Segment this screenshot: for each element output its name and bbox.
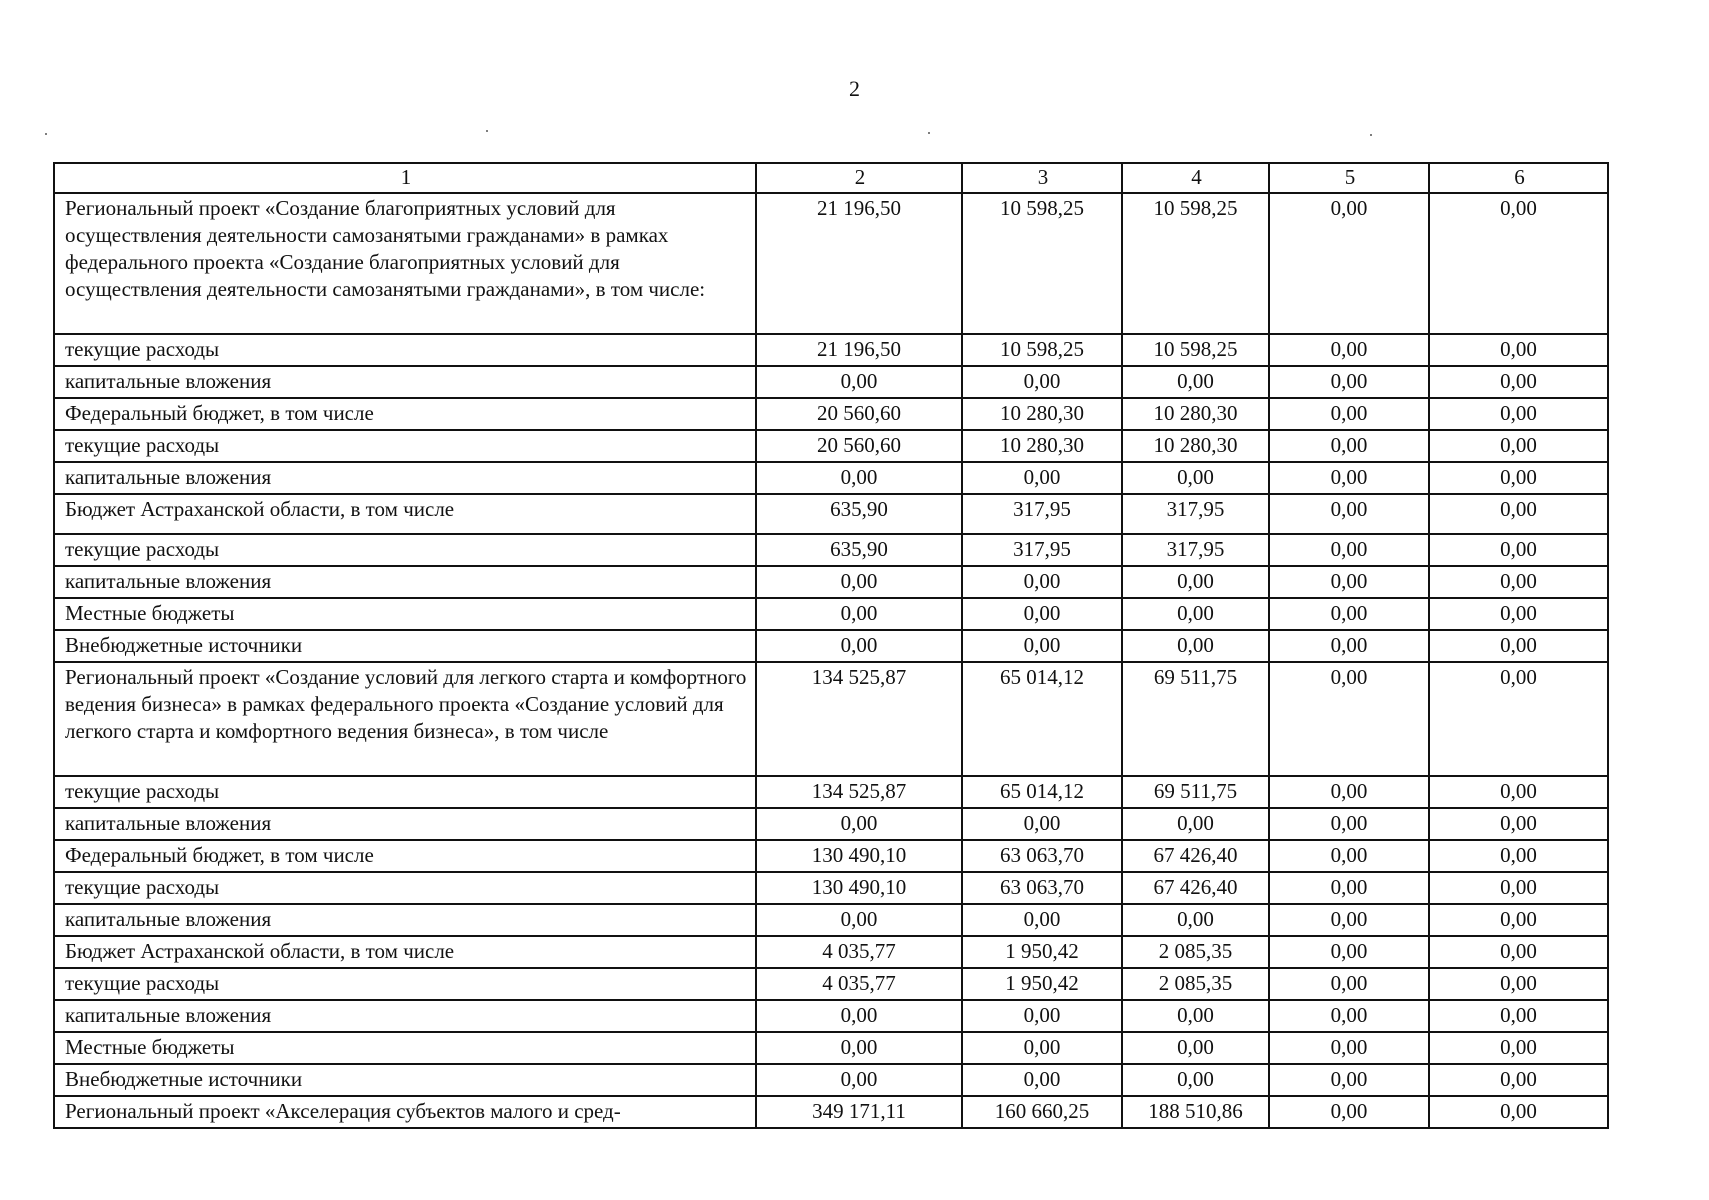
table-row [54, 398, 1608, 430]
table-row [54, 1096, 1608, 1128]
table-row [54, 366, 1608, 398]
row-value: 21 196,50 [756, 193, 962, 334]
row-value: 0,00 [1269, 462, 1429, 494]
row-value: 65 014,12 [962, 662, 1122, 776]
row-value: 10 280,30 [1122, 430, 1269, 462]
row-value: 0,00 [1429, 534, 1608, 566]
table-row [54, 662, 1608, 776]
row-label: Бюджет Астраханской области, в том числе [54, 494, 756, 534]
row-label: капитальные вложения [54, 1000, 756, 1032]
row-value: 10 280,30 [962, 398, 1122, 430]
table-row [54, 462, 1608, 494]
row-label: текущие расходы [54, 534, 756, 566]
row-value: 0,00 [1269, 1000, 1429, 1032]
row-value: 4 035,77 [756, 968, 962, 1000]
row-value: 0,00 [1429, 566, 1608, 598]
row-label: Внебюджетные источники [54, 1064, 756, 1096]
row-value: 65 014,12 [962, 776, 1122, 808]
row-value: 0,00 [1429, 193, 1608, 334]
row-value: 0,00 [1122, 366, 1269, 398]
row-label: текущие расходы [54, 968, 756, 1000]
row-value: 635,90 [756, 494, 962, 534]
row-value: 0,00 [1429, 936, 1608, 968]
row-value: 20 560,60 [756, 398, 962, 430]
row-value: 0,00 [962, 598, 1122, 630]
row-value: 0,00 [1429, 1000, 1608, 1032]
row-value: 0,00 [1429, 430, 1608, 462]
row-value: 160 660,25 [962, 1096, 1122, 1128]
scan-speck [1370, 134, 1372, 136]
row-value: 21 196,50 [756, 334, 962, 366]
row-value: 0,00 [962, 630, 1122, 662]
row-label: Федеральный бюджет, в том числе [54, 398, 756, 430]
row-value: 0,00 [1429, 630, 1608, 662]
row-value: 0,00 [1269, 662, 1429, 776]
row-value: 0,00 [1269, 1096, 1429, 1128]
row-value: 0,00 [1122, 808, 1269, 840]
table-row [54, 1064, 1608, 1096]
row-value: 0,00 [1122, 566, 1269, 598]
row-value: 0,00 [1429, 662, 1608, 776]
row-value: 0,00 [756, 462, 962, 494]
table-row [54, 936, 1608, 968]
row-value: 0,00 [1269, 430, 1429, 462]
row-value: 10 598,25 [1122, 334, 1269, 366]
table-row [54, 334, 1608, 366]
row-value: 0,00 [1429, 494, 1608, 534]
row-value: 0,00 [1269, 598, 1429, 630]
row-value: 317,95 [962, 494, 1122, 534]
column-header: 3 [962, 163, 1122, 193]
row-value: 0,00 [1429, 1032, 1608, 1064]
column-header: 6 [1429, 163, 1608, 193]
row-value: 10 598,25 [962, 193, 1122, 334]
row-label: текущие расходы [54, 430, 756, 462]
row-label: Внебюджетные источники [54, 630, 756, 662]
row-value: 0,00 [1429, 366, 1608, 398]
row-label: Бюджет Астраханской области, в том числе [54, 936, 756, 968]
table-row [54, 630, 1608, 662]
row-value: 0,00 [1122, 598, 1269, 630]
row-value: 0,00 [1122, 462, 1269, 494]
row-value: 67 426,40 [1122, 840, 1269, 872]
row-value: 1 950,42 [962, 936, 1122, 968]
row-value: 20 560,60 [756, 430, 962, 462]
row-value: 0,00 [756, 598, 962, 630]
table-row [54, 598, 1608, 630]
table-row [54, 534, 1608, 566]
row-value: 0,00 [1269, 872, 1429, 904]
row-value: 1 950,42 [962, 968, 1122, 1000]
row-value: 130 490,10 [756, 872, 962, 904]
row-value: 0,00 [1269, 936, 1429, 968]
table-row [54, 904, 1608, 936]
table-row [54, 566, 1608, 598]
table-row [54, 430, 1608, 462]
column-header: 5 [1269, 163, 1429, 193]
row-label: капитальные вложения [54, 366, 756, 398]
row-value: 0,00 [1429, 840, 1608, 872]
row-value: 0,00 [1269, 193, 1429, 334]
row-value: 130 490,10 [756, 840, 962, 872]
row-value: 134 525,87 [756, 776, 962, 808]
scan-speck [928, 132, 930, 134]
row-value: 10 280,30 [962, 430, 1122, 462]
row-value: 0,00 [756, 808, 962, 840]
row-value: 0,00 [1269, 840, 1429, 872]
row-label: текущие расходы [54, 776, 756, 808]
column-header: 2 [756, 163, 962, 193]
row-value: 0,00 [1269, 968, 1429, 1000]
row-value: 0,00 [756, 904, 962, 936]
row-value: 0,00 [756, 1000, 962, 1032]
table-row [54, 494, 1608, 534]
row-value: 635,90 [756, 534, 962, 566]
row-label: капитальные вложения [54, 808, 756, 840]
row-value: 0,00 [1269, 904, 1429, 936]
row-value: 0,00 [1269, 334, 1429, 366]
row-value: 0,00 [1122, 1032, 1269, 1064]
row-value: 0,00 [1429, 808, 1608, 840]
scan-speck [486, 130, 488, 132]
row-value: 4 035,77 [756, 936, 962, 968]
row-value: 0,00 [1122, 1064, 1269, 1096]
row-value: 0,00 [1269, 776, 1429, 808]
row-value: 0,00 [756, 566, 962, 598]
row-label: Местные бюджеты [54, 1032, 756, 1064]
table-row [54, 1000, 1608, 1032]
row-value: 0,00 [1269, 494, 1429, 534]
row-value: 0,00 [1429, 398, 1608, 430]
row-label: текущие расходы [54, 872, 756, 904]
table-row [54, 776, 1608, 808]
row-value: 0,00 [1429, 776, 1608, 808]
row-value: 63 063,70 [962, 840, 1122, 872]
row-value: 0,00 [1429, 904, 1608, 936]
row-value: 69 511,75 [1122, 662, 1269, 776]
table-row [54, 808, 1608, 840]
row-value: 0,00 [756, 1064, 962, 1096]
row-value: 0,00 [1122, 1000, 1269, 1032]
row-value: 63 063,70 [962, 872, 1122, 904]
table-row [54, 872, 1608, 904]
row-label: капитальные вложения [54, 462, 756, 494]
row-value: 0,00 [1429, 872, 1608, 904]
row-value: 0,00 [962, 366, 1122, 398]
row-value: 188 510,86 [1122, 1096, 1269, 1128]
row-label: капитальные вложения [54, 904, 756, 936]
row-value: 0,00 [962, 462, 1122, 494]
row-value: 0,00 [1269, 534, 1429, 566]
row-value: 0,00 [1429, 1064, 1608, 1096]
row-value: 0,00 [1269, 366, 1429, 398]
row-value: 0,00 [962, 566, 1122, 598]
row-label: Региональный проект «Создание условий для легкого старта и комфортного ведения бизнеса» в рамках федерального проекта «Создание условий для легкого старта и комфортного ведения бизнеса», в том числе [54, 662, 756, 776]
row-label: Региональный проект «Акселерация субъектов малого и сред- [54, 1096, 756, 1128]
row-value: 0,00 [1269, 398, 1429, 430]
row-label: Местные бюджеты [54, 598, 756, 630]
table-row [54, 1032, 1608, 1064]
budget-table [53, 162, 1609, 1129]
row-value: 0,00 [1429, 598, 1608, 630]
row-value: 10 280,30 [1122, 398, 1269, 430]
table-row [54, 968, 1608, 1000]
row-value: 317,95 [1122, 534, 1269, 566]
table-row [54, 840, 1608, 872]
row-value: 10 598,25 [1122, 193, 1269, 334]
row-label: Федеральный бюджет, в том числе [54, 840, 756, 872]
table-row [54, 193, 1608, 334]
row-label: Региональный проект «Создание благоприятных условий для осуществления деятельности самозанятыми гражданами» в рамках федерального проекта «Создание благоприятных условий для осуществления деятельности самозанятыми гражданами», в том числе: [54, 193, 756, 334]
row-value: 69 511,75 [1122, 776, 1269, 808]
row-value: 0,00 [1269, 808, 1429, 840]
row-value: 0,00 [962, 1000, 1122, 1032]
row-value: 0,00 [1429, 968, 1608, 1000]
row-value: 0,00 [1269, 566, 1429, 598]
table-header-row [54, 163, 1608, 193]
row-value: 0,00 [962, 808, 1122, 840]
row-value: 0,00 [962, 904, 1122, 936]
row-value: 349 171,11 [756, 1096, 962, 1128]
row-value: 0,00 [756, 366, 962, 398]
row-value: 0,00 [756, 630, 962, 662]
row-value: 0,00 [1429, 334, 1608, 366]
row-label: капитальные вложения [54, 566, 756, 598]
row-value: 0,00 [962, 1064, 1122, 1096]
row-value: 317,95 [1122, 494, 1269, 534]
row-value: 0,00 [1429, 1096, 1608, 1128]
row-label: текущие расходы [54, 334, 756, 366]
row-value: 317,95 [962, 534, 1122, 566]
row-value: 67 426,40 [1122, 872, 1269, 904]
row-value: 0,00 [1429, 462, 1608, 494]
scan-speck [45, 133, 47, 135]
row-value: 10 598,25 [962, 334, 1122, 366]
row-value: 2 085,35 [1122, 936, 1269, 968]
row-value: 2 085,35 [1122, 968, 1269, 1000]
column-header: 4 [1122, 163, 1269, 193]
row-value: 0,00 [1122, 630, 1269, 662]
row-value: 0,00 [756, 1032, 962, 1064]
column-header: 1 [54, 163, 756, 193]
row-value: 0,00 [1269, 630, 1429, 662]
row-value: 0,00 [1122, 904, 1269, 936]
row-value: 134 525,87 [756, 662, 962, 776]
row-value: 0,00 [1269, 1032, 1429, 1064]
row-value: 0,00 [1269, 1064, 1429, 1096]
page-number: 2 [849, 76, 860, 101]
row-value: 0,00 [962, 1032, 1122, 1064]
